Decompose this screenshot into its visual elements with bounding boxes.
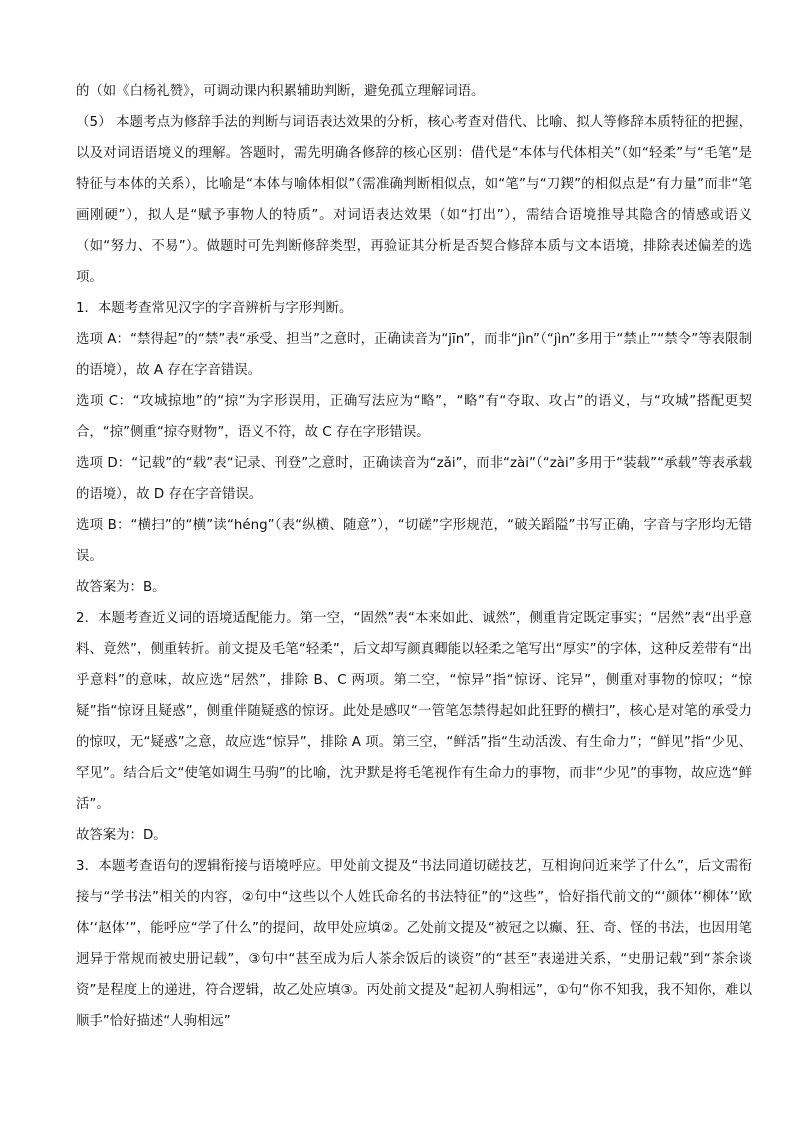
paragraph-q1-intro: 1．本题考查常见汉字的字音辨析与字形判断。 [76, 301, 353, 316]
paragraph-q5-analysis: （5） 本题考点为修辞手法的判断与词语表达效果的分析，核心考查对借代、比喻、拟人等修辞本质特征的把握，以及对词语语境义的理解。答题时，需先明确各修辞的核心区别：借代是“本体与代体相关”（如“轻柔”与“毛笔”是特征与本体的关系），比喻是“本体与喻体相似”（需准确判断相似点，如“笔”与“刀鍥”的相似点是“有力量”而非“笔画刚硬”），拟人是“赋予事物人的特质”。对词语表达效果（如“打出”），需结合语境推导其隐含的情感或语义（如“努力、不易”）。做题时可先判断修辞类型，再验证其分析是否契合修辞本质与文本语境，排除表述偏差的选项。 [76, 115, 752, 285]
paragraph-q3-analysis: 3．本题考查语句的逻辑衔接与语境呼应。甲处前文提及“书法同道切磋技艺，互相询问近来学了什么”，后文需衔接与“学书法”相关的内容，②句中“这些以个人姓氏命名的书法特征”的“这些”，恰好指代前文的“‘颜体’‘柳体’‘欧体’‘赵体’”，能呼应“学了什么”的提问，故甲处应填②。乙处前文提及“被冠之以癫、狂、奇、怪的书法，也因用笔迥异于常规而被史册记载”，③句中“甚至成为后人茶余饭后的谈资”的“甚至”表递进关系，“史册记载”到“茶余谈资”是程度上的递进，符合逻辑，故乙处应填③。丙处前文提及“起初人驹相远”，①句“你不知我，我不知你，难以顺手”恰好描述“人驹相远” [76, 859, 752, 1029]
paragraph-q1-option-b: 选项 B：“横扫”的“横”读“héng”（表“纵横、随意”），“切磋”字形规范，“破关蹈隘”书写正确，字音与字形均无错误。 [76, 518, 752, 564]
paragraph-q2-analysis: 2．本题考查近义词的语境适配能力。第一空，“固然”表“本来如此、诚然”，侧重肯定既定事实；“居然”表“出乎意料、竟然”，侧重转折。前文提及毛笔“轻柔”，后文却写颜真卿能以轻柔之笔写出“厚实”的字体，这种反差带有“出乎意料”的意味，故应选“居然”，排除 B、C 两项。第二空，“惊异”指“惊讶、诧异”，侧重对事物的惊叹；“惊疑”指“惊讶且疑惑”，侧重伴随疑惑的惊讶。此处是感叹“一管笔怎禁得起如此狂野的横扫”，核心是对笔的承受力的惊叹，无“疑惑”之意，故应选“惊异”，排除 A 项。第三空，“鲜活”指“生动活泼、有生命力”；“鲜见”指“少见、罕见”。结合后文“使笔如调生马驹”的比喻，沈尹默是将毛笔视作有生命力的事物，而非“少见”的事物，故应选“鲜活”。 [76, 611, 752, 812]
paragraph-q1-option-a: 选项 A：“禁得起”的“禁”表“承受、担当”之意时，正确读音为“jīn”，而非“jìn”（“jìn”多用于“禁止”“禁令”等表限制的语境），故 A 存在字音错误。 [76, 332, 752, 378]
paragraph-q2-answer: 故答案为：D。 [76, 828, 167, 843]
paragraph-q1-option-d: 选项 D：“记载”的“载”表“记录、刊登”之意时，正确读音为“zǎi”，而非“zài”（“zài”多用于“装载”“承载”等表承载的语境），故 D 存在字音错误。 [76, 456, 752, 502]
paragraph-q1-answer: 故答案为：B。 [76, 580, 166, 595]
paragraph-q1-option-c: 选项 C：“攻城掠地”的“掠”为字形误用，正确写法应为“略”，“略”有“夺取、攻占”的语义，与“攻城”搭配更契合，“掠”侧重“掠夺财物”，语义不符，故 C 存在字形错误。 [76, 394, 752, 440]
document-page [76, 76, 752, 1037]
paragraph-continuation: 的（如《白杨礼赞》，可调动课内积累辅助判断，避免孤立理解词语。 [76, 84, 485, 99]
